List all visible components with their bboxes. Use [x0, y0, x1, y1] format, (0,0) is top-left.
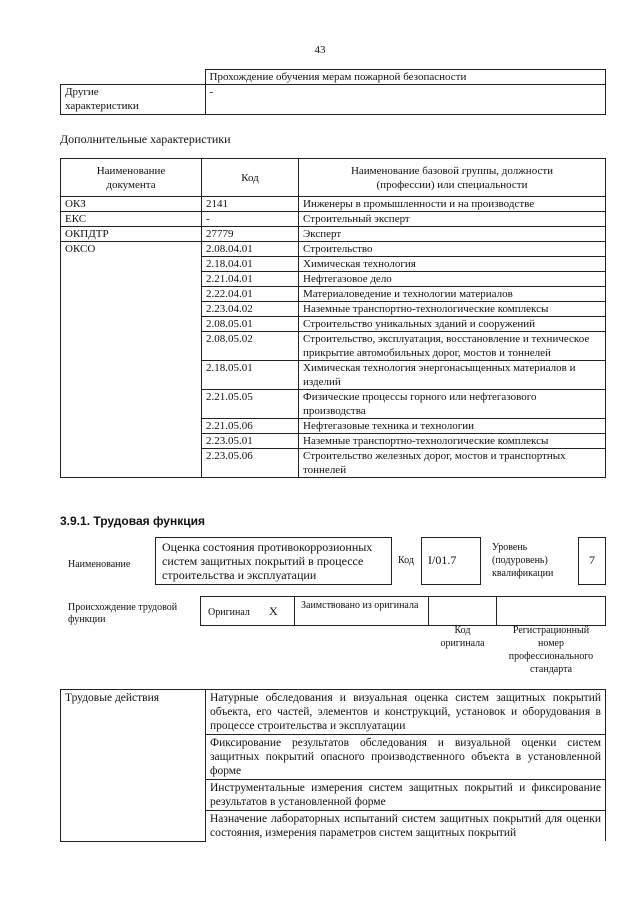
table-row: 2.21.05.06 Нефтегазовые техника и технологии	[61, 419, 606, 434]
table-row: 2.22.04.01 Материаловедение и технологии материалов	[61, 287, 606, 302]
header-name: Наименование базовой группы, должности (профессии) или специальности	[299, 159, 606, 197]
function-name-label: Наименование	[68, 559, 131, 570]
table-row: 2.23.05.06 Строительство железных дорог, мостов и транспортных тоннелей	[61, 449, 606, 478]
table-row: ОКПДТР 27779 Эксперт	[61, 227, 606, 242]
fire-safety-cell: Прохождение обучения мерам пожарной безопасности	[205, 70, 606, 85]
table-row: 2.23.04.02 Наземные транспортно-технологические комплексы	[61, 302, 606, 317]
header-code: Код	[202, 159, 299, 197]
registration-number-cell	[496, 596, 606, 626]
borrowed-cell: Заимствовано из оригинала	[294, 596, 429, 626]
level-value: 7	[578, 537, 606, 585]
labor-action-item: Фиксирование результатов обследования и визуальной оценки систем защитных покрытий опасного производственного объекта в установленной форме	[206, 735, 606, 780]
additional-characteristics-caption: Дополнительные характеристики	[60, 132, 231, 146]
table-row: 2.21.05.05 Физические процессы горного или нефтегазового производства	[61, 390, 606, 419]
original-code-cell	[428, 596, 497, 626]
original-code-caption: Код оригинала	[440, 625, 485, 649]
table-row: 2.21.04.01 Нефтегазовое дело	[61, 272, 606, 287]
function-name-value: Оценка состояния противокоррозионных систем защитных покрытий в процессе строительства и эксплуатации	[155, 537, 392, 585]
other-characteristics-label: Другие характеристики	[61, 85, 206, 115]
labor-action-item: Назначение лабораторных испытаний систем защитных покрытий для оценки состояния, измерения параметров систем защитных покрытий	[206, 811, 606, 842]
labor-actions-table	[60, 689, 606, 842]
function-code-label: Код	[398, 555, 414, 566]
top-table	[60, 69, 606, 115]
origin-label: Происхождение трудовой функции	[68, 602, 178, 625]
table-row: ОКЗ 2141 Инженеры в промышленности и на производстве	[61, 197, 606, 212]
table-row: 2.18.04.01 Химическая технология	[61, 257, 606, 272]
additional-characteristics-table	[60, 158, 606, 478]
table-row: 2.18.05.01 Химическая технология энергонасыщенных материалов и изделий	[61, 361, 606, 390]
labor-action-item: Инструментальные измерения систем защитных покрытий и фиксирование результатов в установленной форме	[206, 780, 606, 811]
other-characteristics-value: -	[205, 85, 606, 115]
origin-original-cell	[200, 596, 295, 626]
registration-caption: Регистрационный номер профессионального стандарта	[508, 625, 594, 675]
table-row: ОКСО 2.08.04.01 Строительство	[61, 242, 606, 257]
labor-action-item: Натурные обследования и визуальная оценка систем защитных покрытий объекта, его частей, элементов и конструкций, установок и оборудования в процессе строительства и эксплуатации	[206, 690, 606, 735]
function-code-value: I/01.7	[421, 537, 481, 585]
table-row: ЕКС - Строительный эксперт	[61, 212, 606, 227]
original-label: Оригинал	[208, 607, 250, 618]
labor-actions-label: Трудовые действия	[61, 690, 206, 842]
table-row: 2.08.05.02 Строительство, эксплуатация, восстановление и техническое прикрытие автомобильных дорог, мостов и тоннелей	[61, 332, 606, 361]
section-title: 3.9.1. Трудовая функция	[60, 514, 205, 528]
original-mark: X	[269, 604, 278, 618]
level-label: Уровень (подуровень) квалификации	[492, 542, 554, 579]
table-row: 2.08.05.01 Строительство уникальных зданий и сооружений	[61, 317, 606, 332]
table-row: 2.23.05.01 Наземные транспортно-технологические комплексы	[61, 434, 606, 449]
header-doc: Наименование документа	[61, 159, 202, 197]
page-number: 43	[314, 44, 326, 56]
